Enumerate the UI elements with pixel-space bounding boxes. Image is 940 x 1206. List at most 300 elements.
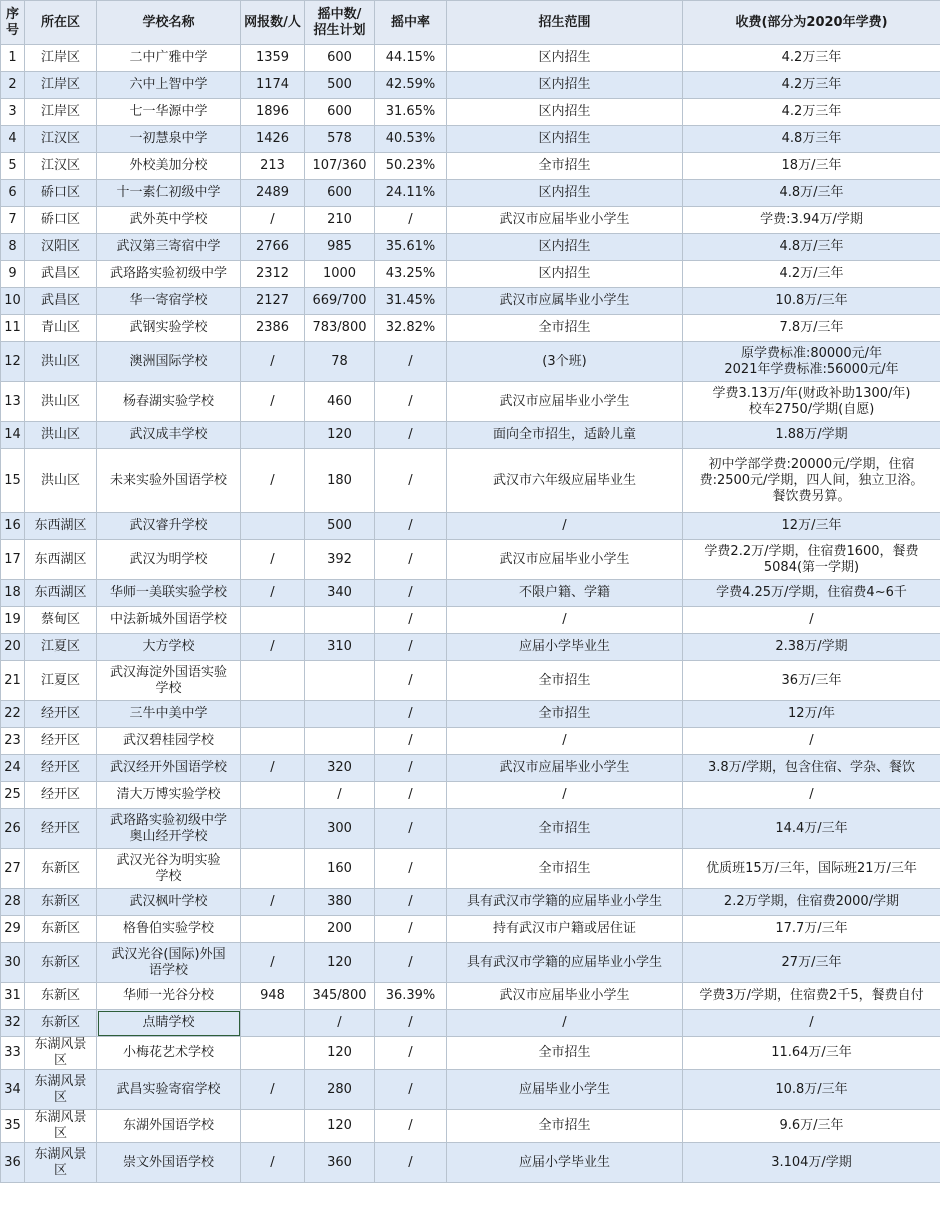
cell-enrollment-scope: 区内招生 (447, 45, 683, 72)
cell-lottery-rate: / (375, 782, 447, 809)
cell-district: 青山区 (25, 315, 97, 342)
cell-enrollment-scope: 区内招生 (447, 234, 683, 261)
cell-applicants (241, 1037, 305, 1070)
cell-index: 33 (1, 1037, 25, 1070)
cell-enrollment-scope: 区内招生 (447, 261, 683, 288)
cell-applicants: / (241, 580, 305, 607)
cell-lottery-rate: / (375, 1110, 447, 1143)
cell-district: 东西湖区 (25, 580, 97, 607)
cell-index: 8 (1, 234, 25, 261)
cell-district: 东湖风景 区 (25, 1110, 97, 1143)
table-row (1, 809, 940, 849)
cell-district: 东湖风景 区 (25, 1070, 97, 1110)
cell-school-name: 未来实验外国语学校 (97, 449, 241, 513)
cell-enrollment-scope: 区内招生 (447, 72, 683, 99)
cell-lottery-plan: 500 (305, 72, 375, 99)
cell-fee: 17.7万/三年 (683, 916, 940, 943)
cell-applicants: 1359 (241, 45, 305, 72)
cell-lottery-plan: 78 (305, 342, 375, 382)
cell-enrollment-scope: 全市招生 (447, 661, 683, 701)
cell-enrollment-scope: 具有武汉市学籍的应届毕业小学生 (447, 889, 683, 916)
header-cell: 序号 (1, 1, 25, 45)
table-row (1, 540, 940, 580)
cell-enrollment-scope: 武汉市应届毕业小学生 (447, 382, 683, 422)
cell-applicants: 948 (241, 983, 305, 1010)
cell-fee: / (683, 1010, 940, 1037)
cell-lottery-plan: 380 (305, 889, 375, 916)
cell-enrollment-scope: 武汉市应届毕业小学生 (447, 540, 683, 580)
table-row (1, 701, 940, 728)
table-row (1, 943, 940, 983)
table-row (1, 728, 940, 755)
cell-lottery-plan: 320 (305, 755, 375, 782)
cell-district: 东西湖区 (25, 513, 97, 540)
cell-lottery-plan (305, 701, 375, 728)
cell-lottery-rate: / (375, 580, 447, 607)
cell-index: 28 (1, 889, 25, 916)
table-row (1, 1143, 940, 1183)
cell-applicants: 1896 (241, 99, 305, 126)
table-row (1, 382, 940, 422)
cell-applicants (241, 849, 305, 889)
cell-lottery-plan: 300 (305, 809, 375, 849)
cell-lottery-rate: / (375, 449, 447, 513)
cell-district: 东新区 (25, 916, 97, 943)
cell-fee: 4.2万三年 (683, 72, 940, 99)
cell-school-name: 武汉为明学校 (97, 540, 241, 580)
cell-fee: 4.8万三年 (683, 126, 940, 153)
cell-lottery-plan: 578 (305, 126, 375, 153)
cell-lottery-plan: 1000 (305, 261, 375, 288)
cell-school-name: 格鲁伯实验学校 (97, 916, 241, 943)
cell-school-name: 武珞路实验初级中学 (97, 261, 241, 288)
cell-applicants: / (241, 382, 305, 422)
cell-index: 34 (1, 1070, 25, 1110)
cell-index: 31 (1, 983, 25, 1010)
cell-fee: 10.8万/三年 (683, 288, 940, 315)
cell-fee: 2.2万学期，住宿费2000/学期 (683, 889, 940, 916)
cell-lottery-rate: / (375, 728, 447, 755)
table-row (1, 849, 940, 889)
cell-index: 7 (1, 207, 25, 234)
cell-fee: 原学费标准:80000元/年 2021年学费标准:56000元/年 (683, 342, 940, 382)
table-row (1, 288, 940, 315)
cell-enrollment-scope: 全市招生 (447, 315, 683, 342)
cell-district: 江岸区 (25, 72, 97, 99)
cell-enrollment-scope: 武汉市应届毕业小学生 (447, 207, 683, 234)
cell-index: 13 (1, 382, 25, 422)
cell-lottery-rate: / (375, 943, 447, 983)
cell-applicants (241, 422, 305, 449)
cell-index: 11 (1, 315, 25, 342)
cell-school-name: 武外英中学校 (97, 207, 241, 234)
cell-district: 武昌区 (25, 261, 97, 288)
table-row (1, 889, 940, 916)
cell-fee: 学费3.13万/年(财政补助1300/年) 校车2750/学期(自愿) (683, 382, 940, 422)
table-row (1, 1010, 940, 1037)
cell-lottery-rate: 32.82% (375, 315, 447, 342)
cell-fee: 27万/三年 (683, 943, 940, 983)
table-row (1, 234, 940, 261)
table-row (1, 513, 940, 540)
cell-lottery-plan: 160 (305, 849, 375, 889)
cell-fee: 3.104万/学期 (683, 1143, 940, 1183)
cell-enrollment-scope: 不限户籍、学籍 (447, 580, 683, 607)
cell-fee: / (683, 728, 940, 755)
table-row (1, 422, 940, 449)
cell-district: 经开区 (25, 782, 97, 809)
cell-index: 16 (1, 513, 25, 540)
cell-fee: 10.8万/三年 (683, 1070, 940, 1110)
cell-lottery-rate: / (375, 755, 447, 782)
cell-fee: 学费3万/学期，住宿费2千5，餐费自付 (683, 983, 940, 1010)
cell-enrollment-scope: (3个班) (447, 342, 683, 382)
cell-enrollment-scope: 面向全市招生，适龄儿童 (447, 422, 683, 449)
cell-school-name: 武钢实验学校 (97, 315, 241, 342)
cell-applicants: / (241, 1070, 305, 1110)
cell-lottery-rate: / (375, 422, 447, 449)
cell-applicants (241, 661, 305, 701)
cell-lottery-plan: / (305, 782, 375, 809)
cell-lottery-plan: 120 (305, 943, 375, 983)
header-cell: 招生范围 (447, 1, 683, 45)
cell-index: 1 (1, 45, 25, 72)
cell-applicants (241, 701, 305, 728)
cell-applicants: 2386 (241, 315, 305, 342)
cell-district: 汉阳区 (25, 234, 97, 261)
cell-applicants: 213 (241, 153, 305, 180)
cell-applicants: 1426 (241, 126, 305, 153)
cell-school-name: 武汉光谷(国际)外国 语学校 (97, 943, 241, 983)
cell-index: 4 (1, 126, 25, 153)
cell-index: 5 (1, 153, 25, 180)
cell-school-name: 武汉经开外国语学校 (97, 755, 241, 782)
cell-lottery-plan: 345/800 (305, 983, 375, 1010)
cell-lottery-plan: 360 (305, 1143, 375, 1183)
cell-fee: 初中学部学费:20000元/学期，住宿 费:2500元/学期，四人间，独立卫浴。 餐饮费另算。 (683, 449, 940, 513)
cell-index: 24 (1, 755, 25, 782)
cell-district: 东新区 (25, 943, 97, 983)
cell-lottery-rate: / (375, 382, 447, 422)
cell-applicants: / (241, 1143, 305, 1183)
cell-enrollment-scope: 全市招生 (447, 809, 683, 849)
cell-school-name: 杨春湖实验学校 (97, 382, 241, 422)
cell-school-name: 二中广雅中学 (97, 45, 241, 72)
table-row (1, 1070, 940, 1110)
cell-district: 洪山区 (25, 382, 97, 422)
cell-enrollment-scope: / (447, 607, 683, 634)
cell-school-name: 武昌实验寄宿学校 (97, 1070, 241, 1110)
cell-lottery-plan (305, 728, 375, 755)
cell-district: 硚口区 (25, 180, 97, 207)
cell-lottery-rate: / (375, 1010, 447, 1037)
cell-applicants: / (241, 634, 305, 661)
cell-applicants: / (241, 449, 305, 513)
cell-district: 洪山区 (25, 449, 97, 513)
table-row (1, 45, 940, 72)
cell-district: 江夏区 (25, 661, 97, 701)
cell-lottery-plan: 600 (305, 45, 375, 72)
cell-fee: 学费4.25万/学期，住宿费4~6千 (683, 580, 940, 607)
cell-district: 江岸区 (25, 99, 97, 126)
cell-school-name: 一初慧泉中学 (97, 126, 241, 153)
cell-lottery-plan: 120 (305, 1110, 375, 1143)
cell-district: 经开区 (25, 701, 97, 728)
cell-fee: 4.2万三年 (683, 45, 940, 72)
table-row (1, 342, 940, 382)
cell-lottery-rate: / (375, 1037, 447, 1070)
cell-school-name: 华师一光谷分校 (97, 983, 241, 1010)
cell-school-name: 六中上智中学 (97, 72, 241, 99)
cell-index: 22 (1, 701, 25, 728)
cell-fee: 12万/三年 (683, 513, 940, 540)
cell-lottery-plan: 120 (305, 1037, 375, 1070)
cell-lottery-plan (305, 661, 375, 701)
cell-lottery-rate: / (375, 661, 447, 701)
table-row (1, 180, 940, 207)
cell-district: 硚口区 (25, 207, 97, 234)
cell-lottery-rate: / (375, 342, 447, 382)
cell-lottery-rate: 43.25% (375, 261, 447, 288)
cell-district: 东西湖区 (25, 540, 97, 580)
cell-index: 12 (1, 342, 25, 382)
cell-district: 武昌区 (25, 288, 97, 315)
cell-index: 26 (1, 809, 25, 849)
cell-lottery-plan: 460 (305, 382, 375, 422)
table-row (1, 916, 940, 943)
cell-index: 36 (1, 1143, 25, 1183)
cell-enrollment-scope: 全市招生 (447, 849, 683, 889)
cell-fee: 4.2万三年 (683, 99, 940, 126)
cell-fee: / (683, 782, 940, 809)
cell-district: 东新区 (25, 983, 97, 1010)
cell-applicants: / (241, 889, 305, 916)
cell-fee: 优质班15万/三年，国际班21万/三年 (683, 849, 940, 889)
cell-district: 经开区 (25, 755, 97, 782)
cell-school-name: 外校美加分校 (97, 153, 241, 180)
cell-lottery-rate: 24.11% (375, 180, 447, 207)
table-row (1, 449, 940, 513)
cell-district: 江汉区 (25, 153, 97, 180)
cell-index: 29 (1, 916, 25, 943)
cell-index: 2 (1, 72, 25, 99)
cell-lottery-plan: 392 (305, 540, 375, 580)
cell-fee: 12万/年 (683, 701, 940, 728)
cell-applicants (241, 728, 305, 755)
header-cell: 收费(部分为2020年学费) (683, 1, 940, 45)
cell-enrollment-scope: 全市招生 (447, 1037, 683, 1070)
cell-index: 14 (1, 422, 25, 449)
cell-lottery-plan: 120 (305, 422, 375, 449)
cell-school-name: 东湖外国语学校 (97, 1110, 241, 1143)
cell-district: 江岸区 (25, 45, 97, 72)
cell-fee: 学费:3.94万/学期 (683, 207, 940, 234)
cell-applicants (241, 916, 305, 943)
cell-fee: 14.4万/三年 (683, 809, 940, 849)
cell-district: 东新区 (25, 889, 97, 916)
table-row (1, 983, 940, 1010)
cell-lottery-plan (305, 607, 375, 634)
table-row (1, 634, 940, 661)
cell-index: 27 (1, 849, 25, 889)
cell-enrollment-scope: 武汉市应属毕业小学生 (447, 288, 683, 315)
table-row (1, 661, 940, 701)
cell-enrollment-scope: / (447, 782, 683, 809)
cell-lottery-plan: 500 (305, 513, 375, 540)
cell-applicants: / (241, 342, 305, 382)
cell-fee: 3.8万/学期，包含住宿、学杂、餐饮 (683, 755, 940, 782)
table-row (1, 126, 940, 153)
cell-enrollment-scope: 全市招生 (447, 1110, 683, 1143)
cell-fee: 1.88万/学期 (683, 422, 940, 449)
cell-lottery-plan: 280 (305, 1070, 375, 1110)
cell-lottery-rate: 36.39% (375, 983, 447, 1010)
cell-school-name: 武汉海淀外国语实验 学校 (97, 661, 241, 701)
cell-lottery-rate: 50.23% (375, 153, 447, 180)
cell-fee: 4.8万/三年 (683, 180, 940, 207)
cell-school-name: 武汉枫叶学校 (97, 889, 241, 916)
cell-lottery-rate: / (375, 634, 447, 661)
cell-enrollment-scope: 持有武汉市户籍或居住证 (447, 916, 683, 943)
cell-fee: 18万/三年 (683, 153, 940, 180)
cell-fee: 2.38万/学期 (683, 634, 940, 661)
header-cell: 网报数/人 (241, 1, 305, 45)
cell-school-name: 华师一美联实验学校 (97, 580, 241, 607)
cell-lottery-rate: 40.53% (375, 126, 447, 153)
cell-applicants: 2489 (241, 180, 305, 207)
cell-enrollment-scope: / (447, 513, 683, 540)
cell-lottery-plan: 669/700 (305, 288, 375, 315)
cell-index: 10 (1, 288, 25, 315)
cell-school-name: 三牛中美中学 (97, 701, 241, 728)
cell-fee: 4.8万/三年 (683, 234, 940, 261)
cell-index: 23 (1, 728, 25, 755)
cell-school-name: 点睛学校 (97, 1010, 241, 1037)
table-row (1, 99, 940, 126)
cell-fee: 36万/三年 (683, 661, 940, 701)
cell-lottery-plan: 783/800 (305, 315, 375, 342)
cell-index: 9 (1, 261, 25, 288)
cell-enrollment-scope: 全市招生 (447, 153, 683, 180)
cell-index: 15 (1, 449, 25, 513)
cell-applicants: / (241, 943, 305, 983)
cell-enrollment-scope: 武汉市应届毕业小学生 (447, 755, 683, 782)
cell-enrollment-scope: / (447, 728, 683, 755)
cell-applicants: 2127 (241, 288, 305, 315)
table-row (1, 72, 940, 99)
cell-applicants: 2312 (241, 261, 305, 288)
cell-index: 17 (1, 540, 25, 580)
cell-lottery-plan: 210 (305, 207, 375, 234)
cell-lottery-rate: / (375, 701, 447, 728)
cell-fee: 4.2万/三年 (683, 261, 940, 288)
cell-lottery-rate: / (375, 889, 447, 916)
cell-applicants: 1174 (241, 72, 305, 99)
cell-enrollment-scope: 武汉市六年级应届毕业生 (447, 449, 683, 513)
cell-school-name: 武汉睿升学校 (97, 513, 241, 540)
cell-lottery-rate: / (375, 809, 447, 849)
cell-district: 经开区 (25, 728, 97, 755)
cell-lottery-rate: 44.15% (375, 45, 447, 72)
cell-school-name: 崇文外国语学校 (97, 1143, 241, 1183)
cell-applicants: 2766 (241, 234, 305, 261)
cell-school-name: 小梅花艺术学校 (97, 1037, 241, 1070)
cell-school-name: 武汉第三寄宿中学 (97, 234, 241, 261)
cell-lottery-plan: 985 (305, 234, 375, 261)
header-cell: 摇中率 (375, 1, 447, 45)
cell-applicants: / (241, 755, 305, 782)
cell-fee: 7.8万/三年 (683, 315, 940, 342)
cell-enrollment-scope: 全市招生 (447, 701, 683, 728)
cell-school-name: 大方学校 (97, 634, 241, 661)
cell-fee: 11.64万/三年 (683, 1037, 940, 1070)
cell-lottery-rate: / (375, 513, 447, 540)
cell-applicants (241, 1010, 305, 1037)
cell-enrollment-scope: 应届小学毕业生 (447, 634, 683, 661)
header-cell: 学校名称 (97, 1, 241, 45)
cell-school-name: 武汉碧桂园学校 (97, 728, 241, 755)
cell-lottery-plan: 600 (305, 99, 375, 126)
cell-lottery-rate: 42.59% (375, 72, 447, 99)
header-cell: 所在区 (25, 1, 97, 45)
cell-applicants (241, 513, 305, 540)
cell-lottery-plan: / (305, 1010, 375, 1037)
cell-school-name: 澳洲国际学校 (97, 342, 241, 382)
cell-district: 经开区 (25, 809, 97, 849)
cell-applicants: / (241, 207, 305, 234)
table-row (1, 1037, 940, 1070)
cell-lottery-plan: 200 (305, 916, 375, 943)
cell-enrollment-scope: 具有武汉市学籍的应届毕业小学生 (447, 943, 683, 983)
header-cell: 摇中数/ 招生计划 (305, 1, 375, 45)
cell-index: 19 (1, 607, 25, 634)
cell-district: 江汉区 (25, 126, 97, 153)
cell-lottery-plan: 107/360 (305, 153, 375, 180)
cell-district: 东新区 (25, 849, 97, 889)
cell-index: 21 (1, 661, 25, 701)
cell-lottery-rate: / (375, 1070, 447, 1110)
cell-school-name: 中法新城外国语学校 (97, 607, 241, 634)
table-row (1, 755, 940, 782)
cell-lottery-rate: / (375, 540, 447, 580)
cell-index: 20 (1, 634, 25, 661)
cell-enrollment-scope: 应届毕业小学生 (447, 1070, 683, 1110)
cell-district: 洪山区 (25, 422, 97, 449)
cell-fee: 学费2.2万/学期，住宿费1600，餐费 5084(第一学期) (683, 540, 940, 580)
cell-district: 蔡甸区 (25, 607, 97, 634)
cell-index: 32 (1, 1010, 25, 1037)
cell-lottery-rate: 31.65% (375, 99, 447, 126)
table-row (1, 153, 940, 180)
table-row (1, 1110, 940, 1143)
table-row (1, 261, 940, 288)
cell-applicants (241, 782, 305, 809)
cell-applicants: / (241, 540, 305, 580)
cell-lottery-rate: / (375, 1143, 447, 1183)
table-row (1, 207, 940, 234)
table-row (1, 782, 940, 809)
cell-enrollment-scope: 区内招生 (447, 99, 683, 126)
cell-enrollment-scope: / (447, 1010, 683, 1037)
cell-applicants (241, 809, 305, 849)
cell-school-name: 七一华源中学 (97, 99, 241, 126)
cell-fee: / (683, 607, 940, 634)
cell-enrollment-scope: 区内招生 (447, 126, 683, 153)
cell-index: 18 (1, 580, 25, 607)
table-row (1, 580, 940, 607)
cell-fee: 9.6万/三年 (683, 1110, 940, 1143)
cell-enrollment-scope: 区内招生 (447, 180, 683, 207)
